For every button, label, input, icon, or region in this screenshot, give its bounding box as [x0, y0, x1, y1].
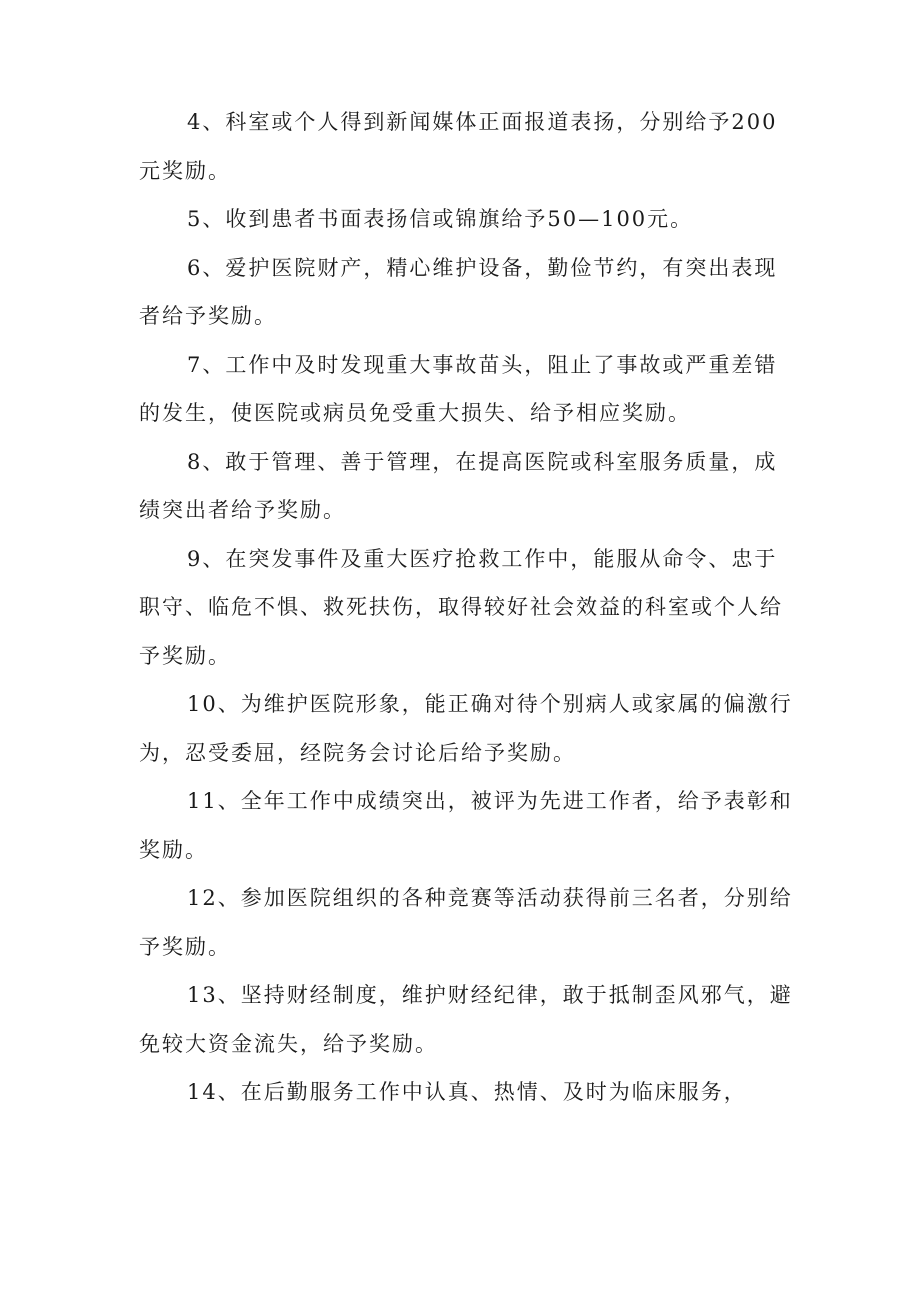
paragraph-item-10: [0, 680, 920, 777]
paragraph-item-11: [0, 777, 920, 874]
paragraph-line: 8、敢于管理、善于管理，在提高医院或科室服务质量，成: [187, 449, 778, 474]
paragraph-item-14: [0, 1068, 920, 1117]
paragraph-line: 12、参加医院组织的各种竞赛等活动获得前三名者，分别给: [187, 886, 793, 910]
paragraph-line: 9、在突发事件及重大医疗抢救工作中，能服从命令、忠于: [187, 546, 778, 571]
paragraph-line: 7、工作中及时发现重大事故苗头，阻止了事故或严重差错: [187, 352, 778, 377]
paragraph-line: 10、为维护医院形象，能正确对待个别病人或家属的偏激行: [187, 692, 793, 716]
paragraph-item-13: [0, 971, 920, 1068]
paragraph-line: 元奖励。: [139, 158, 231, 183]
paragraph-line: 5、收到患者书面表扬信或锦旗给予50—100元。: [187, 207, 694, 231]
paragraph-item-7: [0, 341, 920, 438]
paragraph-item-6: [0, 244, 920, 341]
paragraph-line: 奖励。: [139, 837, 208, 862]
paragraph-line: 13、坚持财经制度，维护财经纪律，敢于抵制歪风邪气，避: [187, 983, 793, 1007]
paragraph-line: 4、科室或个人得到新闻媒体正面报道表扬，分别给予200: [187, 110, 778, 134]
paragraph-line: 11、全年工作中成绩突出，被评为先进工作者，给予表彰和: [187, 789, 793, 813]
paragraph-line: 予奖励。: [139, 643, 231, 668]
paragraph-line: 者给予奖励。: [139, 304, 277, 328]
paragraph-line: 为，忍受委屈，经院务会讨论后给予奖励。: [139, 740, 576, 765]
paragraph-item-8: [0, 438, 920, 535]
paragraph-line: 免较大资金流失，给予奖励。: [139, 1031, 438, 1056]
paragraph-item-12: [0, 874, 920, 971]
paragraph-line: 14、在后勤服务工作中认真、热情、及时为临床服务，: [187, 1080, 747, 1104]
paragraph-item-9: [0, 535, 920, 681]
paragraph-item-5: [0, 195, 920, 244]
paragraph-line: 绩突出者给予奖励。: [139, 498, 346, 522]
paragraph-line: 予奖励。: [139, 934, 231, 959]
paragraph-item-4: [0, 98, 920, 195]
paragraph-line: 的发生，使医院或病员免受重大损失、给予相应奖励。: [139, 401, 691, 425]
paragraph-line: 职守、临危不惧、救死扶伤，取得较好社会效益的科室或个人给: [139, 595, 783, 619]
paragraph-line: 6、爱护医院财产，精心维护设备，勤俭节约，有突出表现: [187, 255, 778, 280]
